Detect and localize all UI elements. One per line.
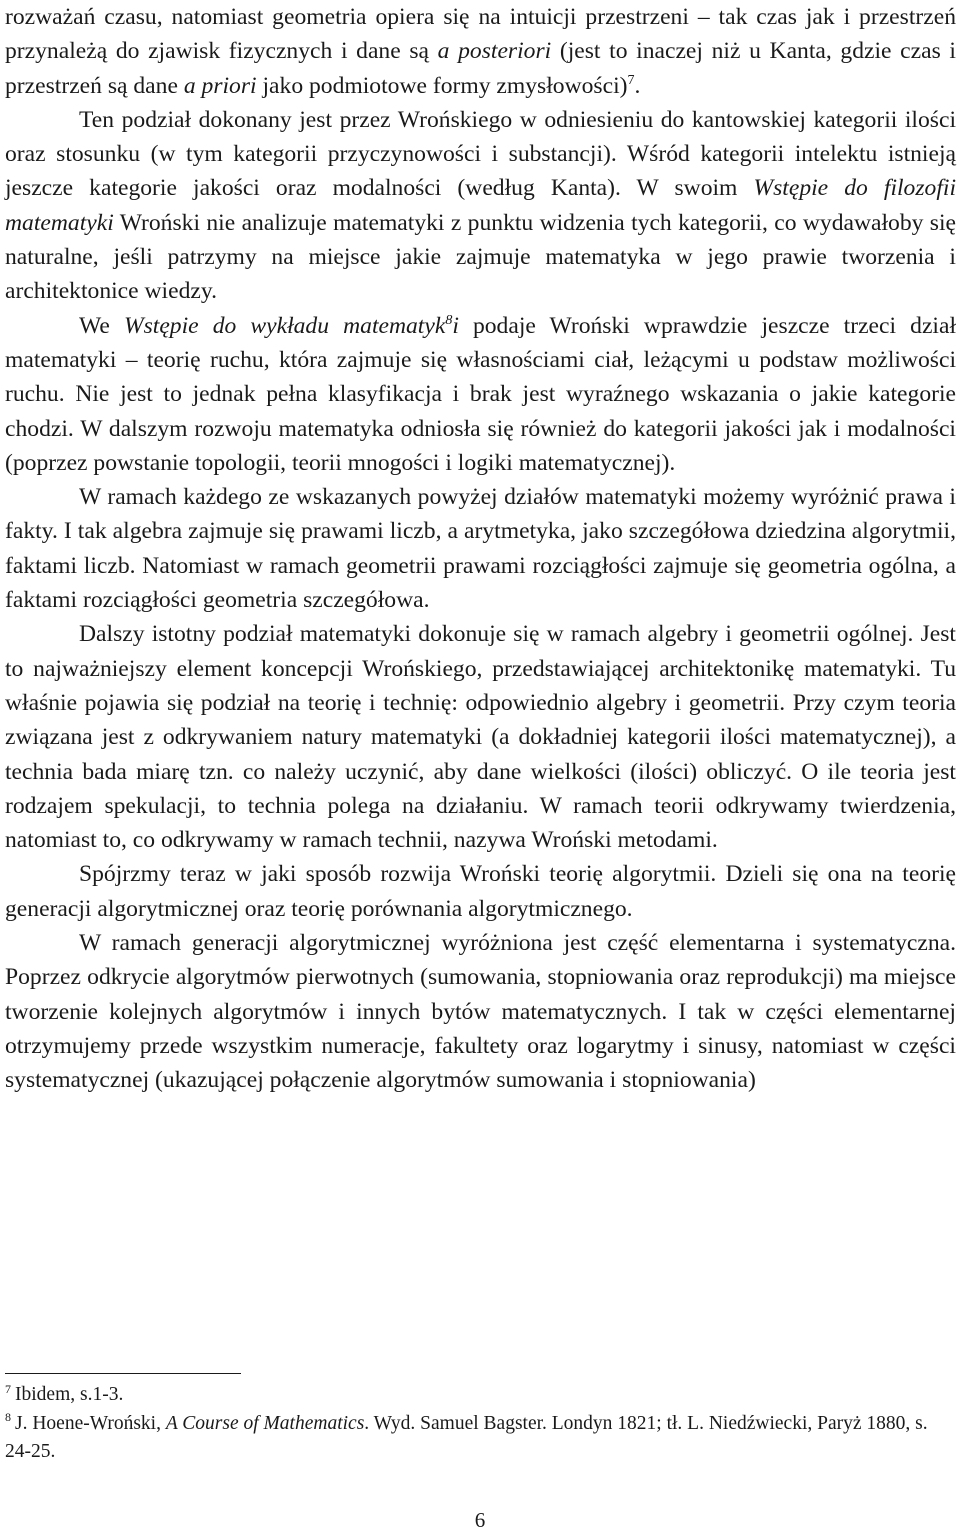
text-run: podaje Wroński wprawdzie jeszcze trzeci dział matematyki – teorię ruchu, która zajmuje się własnościami ciał, leżącymi u podstaw możliwości ruchu. Nie jest to jednak pełna klasyfikacja i brak jest wyraźnego wskazania o jakie kategorie chodzi. W dalszym rozwoju matematyka odniosła się również do kategorii jakości jak i modalności (poprzez powstanie topologii, teorii mnogości i logiki matematycznej). bbox=[5, 312, 956, 476]
text-run: W ramach każdego ze wskazanych powyżej działów matematyki możemy wyróżnić prawa i fakty. I tak algebra zajmuje się prawami liczb, a arytmetyka, jako szczegółowa dziedzina algorytmii, faktami liczb. Natomiast w ramach geometrii prawami rozciągłości zajmuje się geometria ogólna, a faktami rozciągłości geometria szczegółowa. bbox=[5, 484, 956, 614]
italic-text: i bbox=[452, 312, 459, 339]
paragraph-1 bbox=[5, 0, 956, 103]
footnote-number: 8 bbox=[5, 1410, 11, 1424]
italic-text: Wstępie do wykładu matematyk bbox=[123, 312, 446, 339]
text-run: . bbox=[634, 72, 641, 99]
text-run: Spójrzmy teraz w jaki sposób rozwija Wroński teorię algorytmii. Dzieli się ona na teorię generacji algorytmicznej oraz teorię porównania algorytmicznego. bbox=[5, 861, 956, 922]
footnote-number: 7 bbox=[5, 1381, 11, 1396]
text-run: jako podmiotowe formy zmysłowości) bbox=[256, 72, 628, 99]
text-run: Ibidem, s.1-3. bbox=[15, 1384, 124, 1405]
text-run: Ten podział dokonany jest przez Wrońskiego w odniesieniu do kantowskiej kategorii ilości oraz stosunku (w tym kategorii przyczynowości i substancji). Wśród kategorii intelektu istnieją jeszcze kategorie jakości oraz modalności (według Kanta). W swoim bbox=[5, 106, 956, 202]
text-run: Dalszy istotny podział matematyki dokonuje się w ramach algebry i geometrii ogólnej. Jest to najważniejszy element koncepcji Wrońskiego, przedstawiającej architektonikę matematyki. Tu właśnie pojawia się podział na teorię i technię: odpowiednio algebry i geometrii. Przy czym teoria związana jest z odkrywaniem natury matematyki (a dokładniej kategorii ilości matematycznej), a technia bada miarę tzn. co należy uczynić, aby dane wielkości (ilości) obliczyć. O ile teoria jest rodzajem spekulacji, to technia polega na działaniu. W ramach teorii odkrywamy twierdzenia, natomiast to, co odkrywamy w ramach technii, nazywa Wroński metodami. bbox=[5, 621, 956, 854]
italic-text: Wstępie do filozofii matematyki bbox=[5, 175, 956, 236]
text-run: J. Hoene-Wroński, bbox=[15, 1412, 166, 1434]
paragraph-3 bbox=[5, 309, 956, 480]
italic-text: A Course of Mathematics bbox=[165, 1412, 365, 1434]
paragraph-7 bbox=[5, 926, 956, 1097]
italic-text: a priori bbox=[183, 72, 257, 99]
page-number: 6 bbox=[474, 1508, 486, 1532]
footnote-8 bbox=[5, 1410, 956, 1467]
paragraph-4 bbox=[5, 480, 956, 617]
paragraph-6 bbox=[5, 857, 956, 926]
paragraph-2 bbox=[5, 103, 956, 309]
text-run: (jest to inaczej niż u Kanta, gdzie czas i przestrzeń są dane bbox=[5, 38, 956, 99]
main-text bbox=[5, 0, 956, 1098]
paragraph-5 bbox=[5, 617, 956, 857]
footnote-separator bbox=[5, 1373, 241, 1374]
footnotes bbox=[5, 1381, 956, 1467]
footnote-7 bbox=[5, 1381, 956, 1410]
text-run: W ramach generacji algorytmicznej wyróżniona jest część elementarna i systematyczna. Poprzez odkrycie algorytmów pierwotnych (sumowania, stopniowania oraz reprodukcji) ma miejsce tworzenie kolejnych algorytmów i innych bytów matematycznych. I tak w części elementarnej otrzymujemy przede wszystkim numeracje, fakultety oraz logarytmy i sinusy, natomiast w części systematycznej (ukazującej połączenie algorytmów sumowania i stopniowania) bbox=[5, 930, 956, 1094]
italic-text: a posteriori bbox=[437, 38, 552, 65]
text-run: Wroński nie analizuje matematyki z punktu widzenia tych kategorii, co wydawałoby się naturalne, jeśli patrzymy na miejsce jakie zajmuje matematyka w jego prawie tworzenia i architektonice wiedzy. bbox=[5, 209, 956, 305]
text-run: . Wyd. Samuel Bagster. Londyn 1821; tł. L. Niedźwiecki, Paryż 1880, s. 24-25. bbox=[5, 1412, 928, 1462]
footnote-ref: 7 bbox=[627, 72, 635, 88]
text-run: rozważań czasu, natomiast geometria opiera się na intuicji przestrzeni – tak czas jak i przestrzeń przynależą do zjawisk fizycznych i dane są bbox=[5, 4, 956, 65]
footnote-ref: 8 bbox=[445, 312, 453, 328]
text-run: We bbox=[79, 312, 124, 339]
